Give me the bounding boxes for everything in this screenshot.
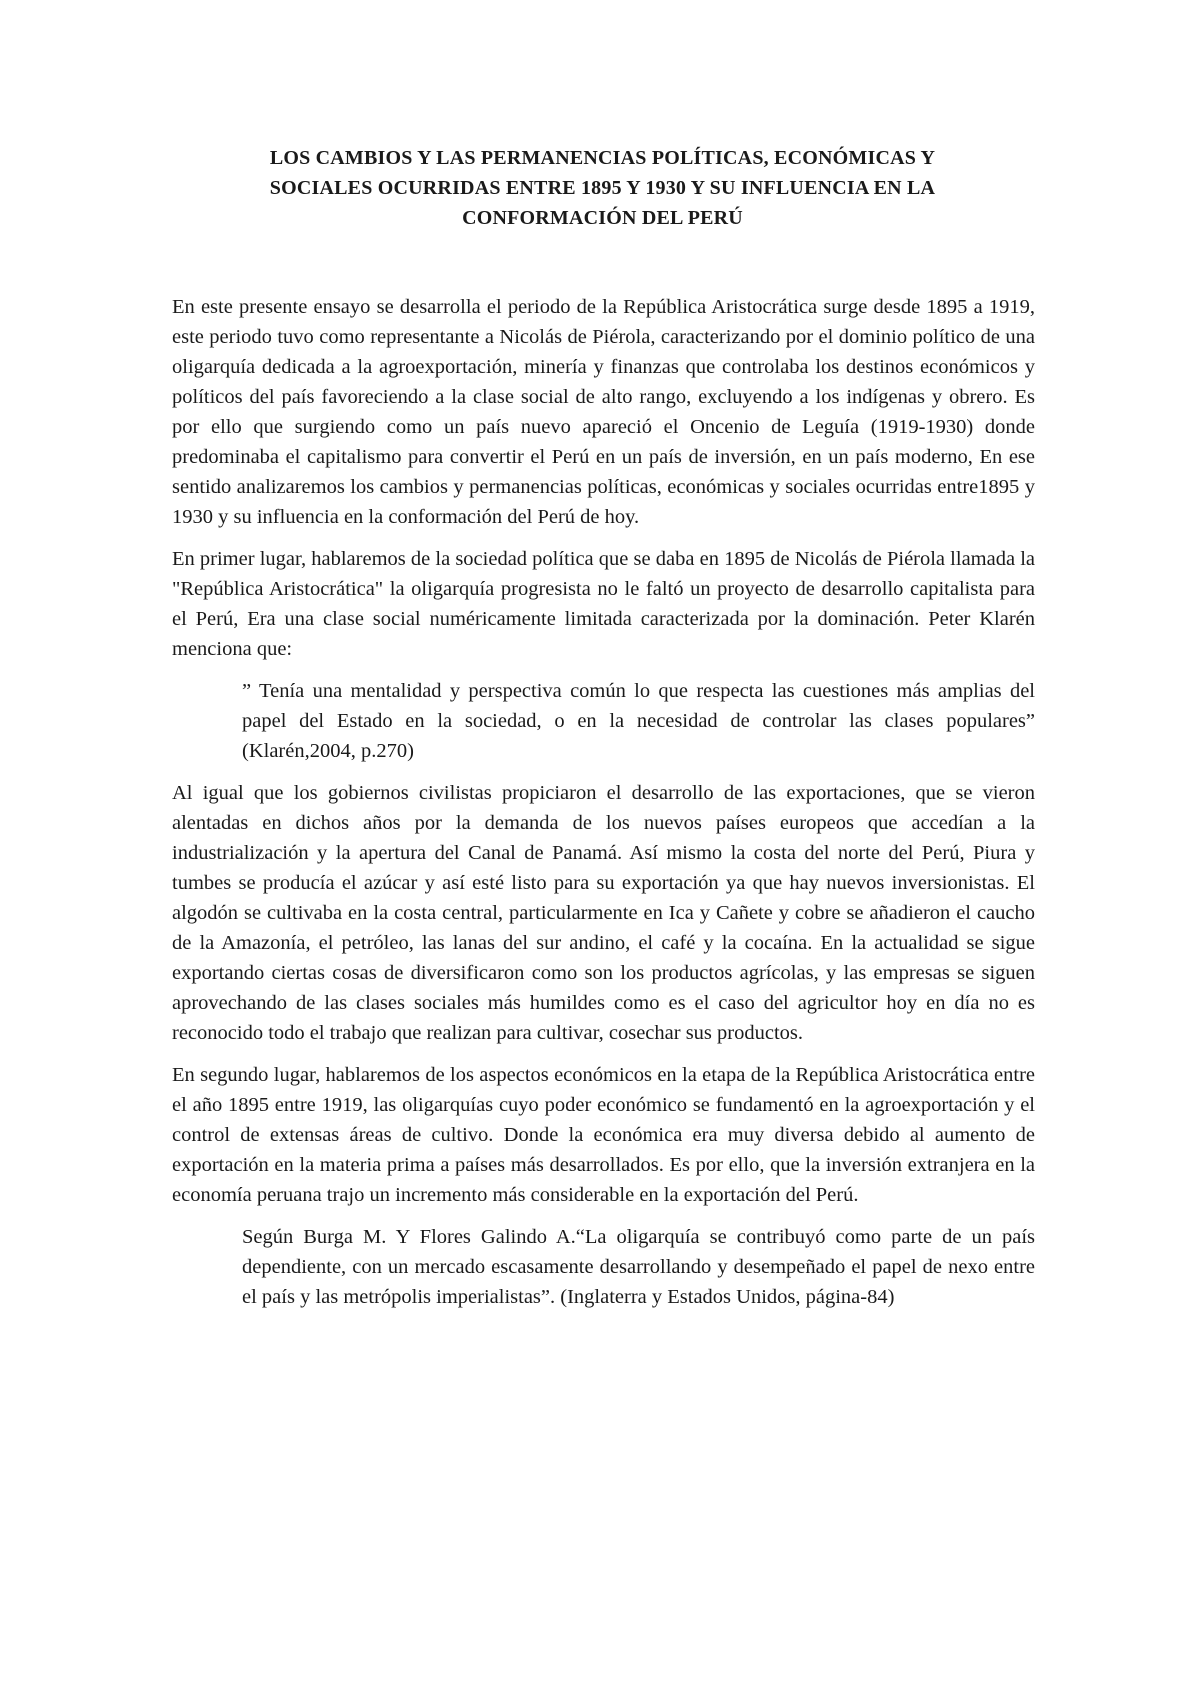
paragraph-intro: En este presente ensayo se desarrolla el periodo de la República Aristocrática surge desde 1895 a 1919, este periodo tuvo como representante a Nicolás de Piérola, caracterizando por el dominio político de una oligarquía dedicada a la agroexportación, minería y finanzas que controlaba los destinos económicos y políticos del país favoreciendo a la clase social de alto rango, excluyendo a los indígenas y obrero. Es por ello que surgiendo como un país nuevo apareció el Oncenio de Leguía (1919-1930) donde predominaba el capitalismo para convertir el Perú en un país de inversión, en un país moderno, En ese sentido analizaremos los cambios y permanencias políticas, económicas y sociales ocurridas entre1895 y 1930 y su influencia en la conformación del Perú de hoy. [172, 296, 1035, 528]
title-line-3: CONFORMACIÓN DEL PERÚ [462, 207, 743, 229]
paragraph-second: En segundo lugar, hablaremos de los aspectos económicos en la etapa de la República Aristocrática entre el año 1895 entre 1919, las oligarquías cuyo poder económico se fundamentó en la agroexportación y el control de extensas áreas de cultivo. Donde la económica era muy diversa debido al aumento de exportación en la materia prima a países más desarrollados. Es por ello, que la inversión extranjera en la economía peruana trajo un incremento más considerable en la exportación del Perú. [172, 1064, 1035, 1206]
block-quote-klaren: ” Tenía una mentalidad y perspectiva común lo que respecta las cuestiones más amplias del papel del Estado en la sociedad, o en la necesidad de controlar las clases populares” (Klarén,2004, p.270) [242, 680, 1035, 762]
block-quote-burga: Según Burga M. Y Flores Galindo A.“La oligarquía se contribuyó como parte de un país dependiente, con un mercado escasamente desarrollando y desempeñado el papel de nexo entre el país y las metrópolis imperialistas”. (Inglaterra y Estados Unidos, página-84) [242, 1226, 1035, 1308]
paragraph-first: En primer lugar, hablaremos de la sociedad política que se daba en 1895 de Nicolás de Piérola llamada la "República Aristocrática" la oligarquía progresista no le faltó un proyecto de desarrollo capitalista para el Perú, Era una clase social numéricamente limitada caracterizada por la dominación. Peter Klarén menciona que: [172, 548, 1035, 660]
title-line-2: SOCIALES OCURRIDAS ENTRE 1895 Y 1930 Y SU INFLUENCIA EN LA [269, 177, 936, 199]
title-line-1: LOS CAMBIOS Y LAS PERMANENCIAS POLÍTICAS, ECONÓMICAS Y [269, 147, 936, 169]
document-title [170, 143, 1035, 233]
paragraph-al-igual: Al igual que los gobiernos civilistas propiciaron el desarrollo de las exportaciones, que se vieron alentadas en dichos años por la demanda de los nuevos países europeos que accedían a la industrialización y la apertura del Canal de Panamá. Así mismo la costa del norte del Perú, Piura y tumbes se producía el azúcar y así esté listo para su exportación ya que hay nuevos inversionistas. El algodón se cultivaba en la costa central, particularmente en Ica y Cañete y cobre se añadieron el caucho de la Amazonía, el petróleo, las lanas del sur andino, el café y la cocaína. En la actualidad se sigue exportando ciertas cosas de diversificaron como son los productos agrícolas, y las empresas se siguen aprovechando de las clases sociales más humildes como es el caso del agricultor hoy en día no es reconocido todo el trabajo que realizan para cultivar, cosechar sus productos. [172, 782, 1035, 1044]
document-body [172, 292, 1035, 1312]
